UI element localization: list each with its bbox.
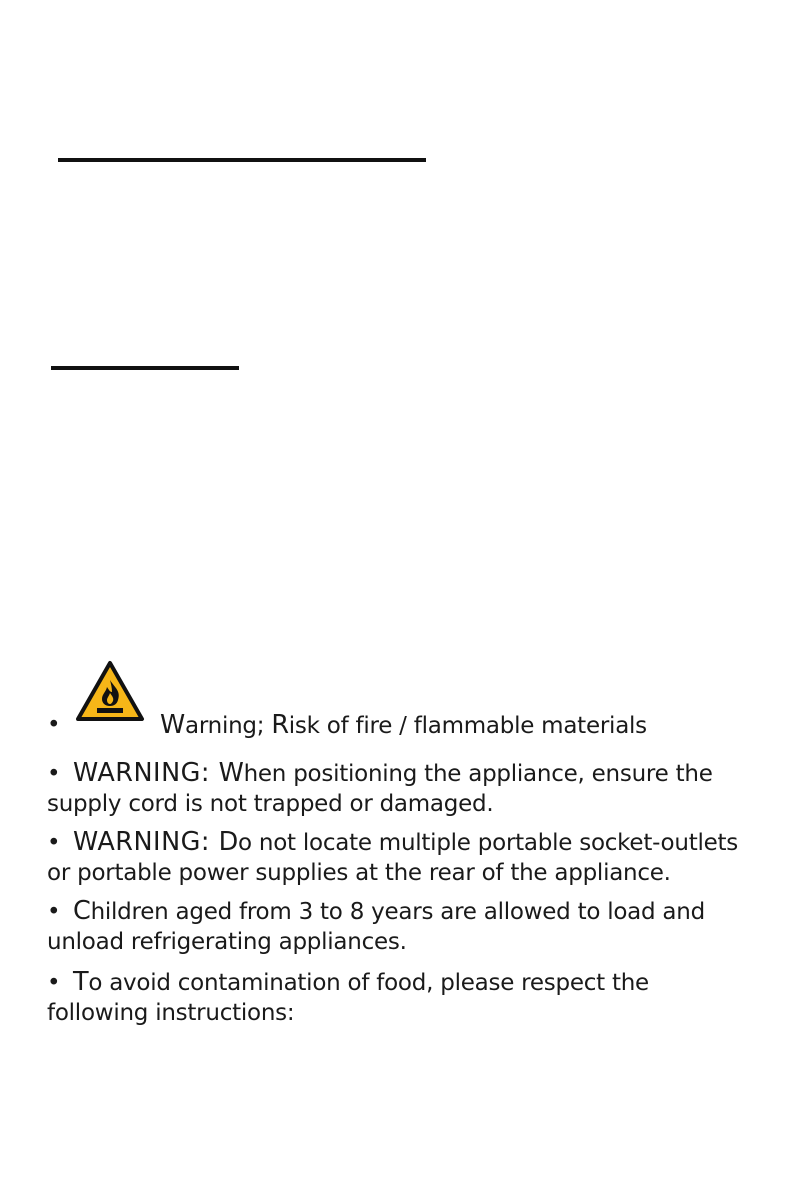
warning-socket-outlets-item: • WARNING: Do not locate multiple portable socket-outlets or portable power supplies at the rear of the appliance. bbox=[47, 827, 739, 886]
food-contamination-text: o avoid contamination of food, please respect the following instructions: bbox=[47, 970, 649, 1026]
blank-underline-line-1 bbox=[58, 158, 426, 162]
warning-label: WARNING: bbox=[73, 827, 219, 857]
bullet: • bbox=[47, 970, 61, 996]
food-contamination-item: • To avoid contamination of food, please respect the following instructions: bbox=[47, 967, 649, 1026]
flammable-material-warning-icon bbox=[75, 660, 145, 722]
warning-socket-outlets-text: o not locate multiple portable socket-outlets or portable power supplies at the rear of the appliance. bbox=[47, 830, 739, 886]
safety-warnings-list bbox=[47, 660, 747, 1028]
bullet: • bbox=[47, 712, 61, 738]
blank-underline-line-2 bbox=[51, 366, 239, 370]
warning-label: WARNING: bbox=[73, 758, 219, 788]
bullet: • bbox=[47, 830, 61, 856]
children-loading-text: hildren aged from 3 to 8 years are allowed to load and unload refrigerating appliances. bbox=[47, 899, 705, 955]
bullet: • bbox=[47, 761, 61, 787]
warning-fire-item bbox=[47, 660, 747, 744]
warning-supply-cord-item: • WARNING: When positioning the appliance, ensure the supply cord is not trapped or damaged. bbox=[47, 758, 713, 817]
bullet: • bbox=[47, 899, 61, 925]
children-loading-item: • Children aged from 3 to 8 years are allowed to load and unload refrigerating appliances. bbox=[47, 896, 705, 955]
warning-supply-cord-text: hen positioning the appliance, ensure the supply cord is not trapped or damaged. bbox=[47, 761, 713, 817]
warning-fire-text: Warning; Risk of fire / flammable materials bbox=[160, 710, 647, 740]
